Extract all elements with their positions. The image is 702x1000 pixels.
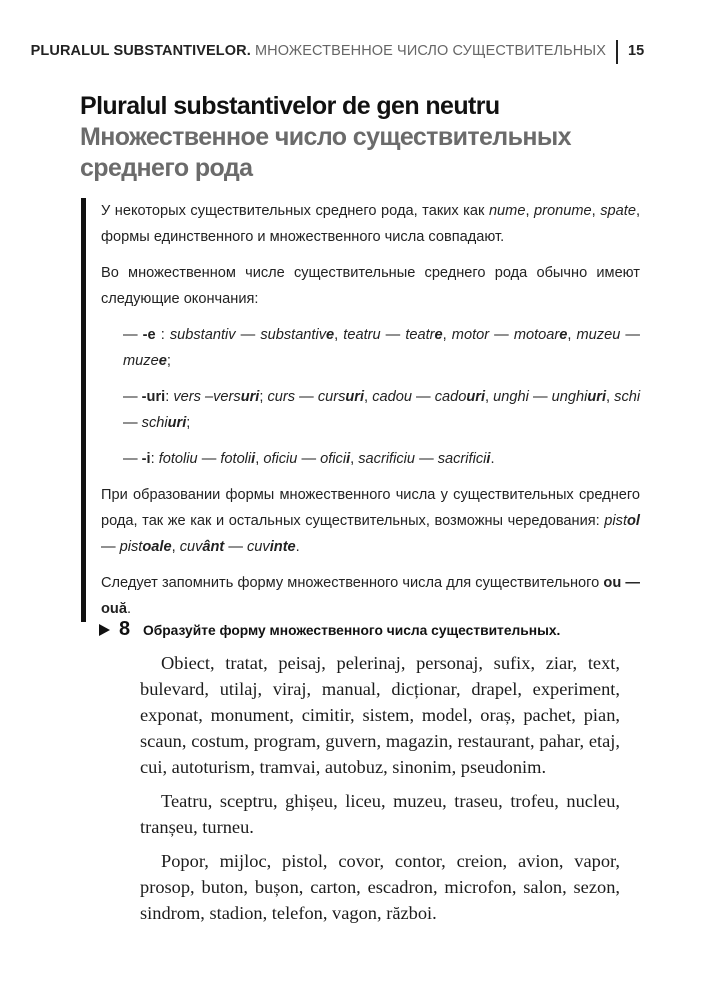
rule-example-ending-e: — -e : substantiv — substantive, teatru — teatre, motor — motoare, muzeu — muzee; xyxy=(123,327,640,369)
section-title-ru-line-2: среднего рода xyxy=(80,154,253,182)
running-head-title xyxy=(31,43,606,59)
grammar-rule-block xyxy=(81,198,640,622)
running-head-title-ru: МНОЖЕСТВЕННОЕ ЧИСЛО СУЩЕСТВИТЕЛЬНЫХ xyxy=(254,43,606,59)
rule-paragraph-ou-exception: Следует запомнить форму множественного числа для существительного ou — ouă. xyxy=(101,575,640,617)
exercise-paragraph: Teatru, sceptru, ghișeu, liceu, muzeu, traseu, trofeu, nucleu, tranșeu, turneu. xyxy=(140,791,620,837)
rule-paragraph-identical-forms: У некоторых существительных среднего рода, таких как nume, pronume, spate, формы единственного и множественного числа совпадают. xyxy=(101,203,641,245)
running-head-divider xyxy=(616,40,618,64)
exercise-heading xyxy=(99,618,639,642)
section-title-ru-line-1: Множественное число существительных xyxy=(80,123,571,151)
running-head xyxy=(0,40,702,64)
rule-paragraph-endings-intro: Во множественном числе существительные среднего рода обычно имеют следующие окончания: xyxy=(101,265,640,307)
exercise-number: 8 xyxy=(119,618,131,640)
section-title xyxy=(80,91,640,184)
rule-example-ending-i: — -i: fotoliu — fotolii, oficiu — oficii, sacrificiu — sacrificii. xyxy=(123,451,495,467)
rule-paragraph-alternations: При образовании формы множественного числа у существительных среднего рода, так же как и остальных существительных, возможны чередования: pistol — pistoale, cuvânt — cuvinte. xyxy=(101,487,640,555)
section-title-ro: Pluralul substantivelor de gen neutru xyxy=(80,92,500,120)
play-triangle-icon xyxy=(99,624,110,636)
exercise-word-list xyxy=(140,650,620,934)
rule-example-ending-uri: — -uri: vers –versuri; curs — cursuri, cadou — cadouri, unghi — unghiuri, schi — schiuri; xyxy=(123,389,641,431)
exercise-paragraph: Obiect, tratat, peisaj, pelerinaj, personaj, sufix, ziar, text, bulevard, utilaj, viraj, manual, dicționar, drapel, experiment, exponat, monument, cimitir, sistem, model, oraș, pachet, pian, scaun, costum, program, guvern, magazin, restaurant, pahar, etaj, cui, autoturism, tramvai, autobuz, sinonim, pseudonim. xyxy=(140,653,620,777)
running-head-title-ro: PLURALUL SUBSTANTIVELOR. xyxy=(30,43,251,59)
page-number: 15 xyxy=(628,43,645,59)
exercise-paragraph: Popor, mijloc, pistol, covor, contor, creion, avion, vapor, prosop, buton, bușon, carton, escadron, microfon, salon, sezon, sindrom, stadion, telefon, vagon, război. xyxy=(140,851,620,923)
exercise-instruction: Образуйте форму множественного числа существительных. xyxy=(143,623,561,638)
